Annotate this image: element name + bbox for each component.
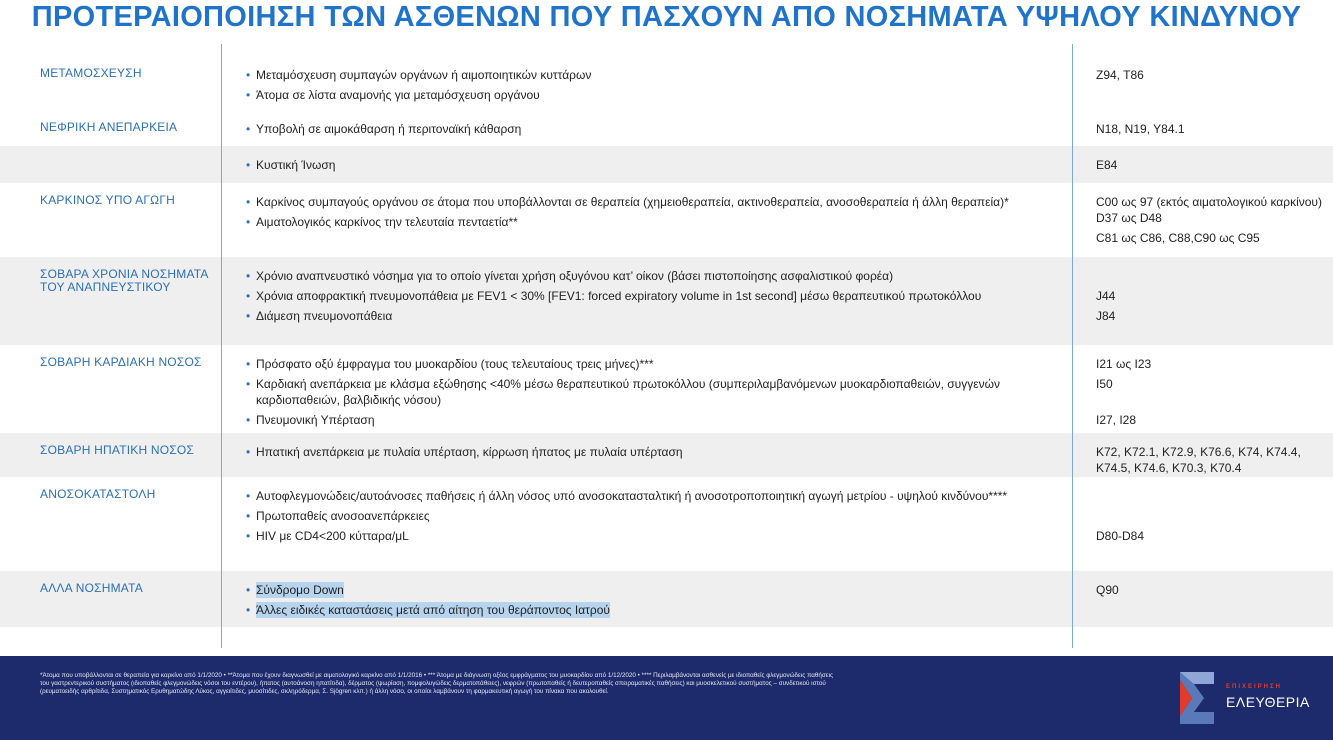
row-items [222,268,1072,338]
list-item [246,508,1032,524]
row-category: ΝΕΦΡΙΚΗ ΑΝΕΠΑΡΚΕΙΑ [40,120,178,134]
item-text: Μεταμόσχευση συμπαγών οργάνων ή αιμοποιητικών κυττάρων [256,68,592,82]
list-item [246,121,1032,137]
icd-code [1096,602,1333,618]
item-text: Κυστική Ίνωση [256,158,336,172]
row-category: ΑΝΟΣΟΚΑΤΑΣΤΟΛΗ [40,487,156,501]
bullet-icon: • [246,529,251,543]
item-text: Αιματολογικός καρκίνος την τελευταία πενταετία** [256,215,518,229]
item-text: Καρδιακή ανεπάρκεια με κλάσμα εξώθησης <40% μέσω θεραπευτικού πρωτοκόλλου (συμπεριλαμβανόμενων μυοκαρδιοπαθειών, συγγενών καρδιοπαθειών, βαλβιδικής νόσου) [256,377,1000,407]
icd-code [1096,268,1333,284]
item-text: Αυτοφλεγμονώδεις/αυτοάνοσες παθήσεις ή άλλη νόσος υπό ανοσοκατασταλτική ή ανοσοτροποποιητική αγωγή μετρίου - υψηλού κινδύνου**** [256,489,1008,503]
row-category: ΑΛΛΑ ΝΟΣΗΜΑΤΑ [40,581,143,595]
row-codes [1072,121,1333,139]
table-row [0,257,1333,345]
row-items [222,582,1072,620]
list-item [246,602,1032,618]
footnote-text: *Άτομα που υποβάλλονται σε θεραπεία για καρκίνο από 1/1/2020 • **Άτομα που έχουν διαγνωσθεί με αιματολογικό καρκίνο από 1/1/2016 • *** Άτομα με διάγνωση οξέος εμφράγματος του μυοκαρδίου από 1/12/2020 • **** Περιλαμβάνονται ασθενείς με ιδιοπαθείς φλεγμονώδεις παθήσεις του γαστρεντερικού συστήματος (ιδιοπαθείς φλεγμονώδεις νόσοι του εντέρου), ήπατος (αυτοάνοση ηπατίτιδα), δέρματος (ψωρίαση, πομφολυγώδεις δερματοπάθειες), νεφρών (πρωτοπαθείς ή δευτεροπαθείς σπειραματικές παθήσεις) και μυοσκελετικού συστήματος – συνδετικού ιστού (ρευματοειδής αρθρίτιδα, Συστηματικός Ερυθηματώδης Λύκος, αγγειίτιδες, μυοσίτιδες, σκληρόδερμα, Σ. Sjögren κλπ.) ή άλλη νόσο, οι οποίοι λαμβάνουν τη φαρμακευτική αγωγή του πίνακα που ακολουθεί. [40,672,834,696]
bullet-icon: • [246,357,251,371]
row-category: ΜΕΤΑΜΟΣΧΕΥΣΗ [40,66,142,80]
list-item [246,582,1032,598]
row-category [0,157,222,176]
list-item [246,444,1032,460]
list-item [246,67,1032,83]
logo-subtitle: ΕΠΙΧΕΙΡΗΣΗ [1226,684,1282,690]
bullet-icon: • [246,489,251,503]
bullet-icon: • [246,215,251,229]
table-row [0,433,1333,477]
row-codes [1072,582,1333,620]
row-category: ΣΟΒΑΡΗ ΚΑΡΔΙΑΚΗ ΝΟΣΟΣ [40,355,202,369]
footer-bar [0,656,1333,740]
table-row [0,146,1333,183]
item-text: Καρκίνος συμπαγούς οργάνου σε άτομα που υποβάλλονται σε θεραπεία (χημειοθεραπεία, ακτινοθεραπεία, ανοσοθεραπεία ή άλλη θεραπεία)* [256,195,1009,209]
bullet-icon: • [246,583,251,597]
bullet-icon: • [246,509,251,523]
list-item [246,214,1032,230]
row-category: ΣΟΒΑΡΑ ΧΡΟΝΙΑ ΝΟΣΗΜΑΤΑ ΤΟΥ ΑΝΑΠΝΕΥΣΤΙΚΟΥ [40,267,208,294]
item-text: Άλλες ειδικές καταστάσεις μετά από αίτηση του θεράποντος Ιατρού [256,603,610,617]
item-text: Άτομα σε λίστα αναμονής για μεταμόσχευση οργάνου [256,88,540,102]
icd-code: K72, K72.1, K72.9, K76.6, K74, K74.4, K74.5, K74.6, K70.3, K70.4 [1096,445,1301,475]
icd-code: N18, N19, Y84.1 [1096,122,1185,136]
bullet-icon: • [246,603,251,617]
icd-code [1096,488,1333,504]
row-codes [1072,444,1333,475]
column-divider-right [1072,44,1073,648]
row-items [222,488,1072,564]
bullet-icon: • [246,88,251,102]
item-text: Πρωτοπαθείς ανοσοανεπάρκειες [256,509,430,523]
table-row [0,110,1333,146]
row-codes [1072,157,1333,176]
page-title: ΠΡΟΤΕΡΑΙΟΠΟΙΗΣΗ ΤΩΝ ΑΣΘΕΝΩΝ ΠΟΥ ΠΑΣΧΟΥΝ ΑΠΟ ΝΟΣΗΜΑΤΑ ΥΨΗΛΟΥ ΚΙΝΔΥΝΟΥ [31,1,1302,33]
priority-table [0,56,1333,627]
bullet-icon: • [246,269,251,283]
sigma-logo-icon [1180,672,1216,724]
bullet-icon: • [246,413,251,427]
table-row [0,477,1333,571]
icd-code: I21 ως I23 [1096,357,1152,371]
row-items [222,356,1072,426]
bullet-icon: • [246,445,251,459]
item-text: Χρόνια αποφρακτική πνευμονοπάθεια με FEV1 < 30% [FEV1: forced expiratory volume in 1st second] μέσω θεραπευτικού πρωτοκόλλου [256,289,982,303]
icd-code: Q90 [1096,583,1119,597]
bullet-icon: • [246,158,251,172]
row-items [222,194,1072,250]
icd-code: I50 [1096,377,1113,391]
item-text: Χρόνιο αναπνευστικό νόσημα για το οποίο γίνεται χρήση οξυγόνου κατ’ οίκον (βάσει πιστοποίησης ασφαλιστικού φορέα) [256,269,894,283]
table-row [0,345,1333,433]
item-text: Υποβολή σε αιμοκάθαρση ή περιτοναϊκή κάθαρση [256,122,522,136]
list-item [246,157,1032,173]
row-items [222,157,1072,176]
bullet-icon: • [246,377,251,391]
list-item [246,488,1032,504]
icd-code [1096,508,1333,524]
bullet-icon: • [246,68,251,82]
item-text: HIV με CD4<200 κύτταρα/μL [256,529,409,543]
icd-code: C00 ως 97 (εκτός αιματολογικού καρκίνου) D37 ως D48 [1096,195,1322,225]
row-codes [1072,194,1333,250]
icd-code [1096,87,1333,103]
row-codes [1072,356,1333,426]
row-items [222,67,1072,103]
icd-code: E84 [1096,158,1118,172]
bullet-icon: • [246,309,251,323]
icd-code: Z94, T86 [1096,68,1144,82]
list-item [246,194,1032,210]
table-row [0,571,1333,627]
bullet-icon: • [246,122,251,136]
icd-code: C81 ως C86, C88,C90 ως C95 [1096,231,1260,245]
eleftheria-logo [1180,670,1320,730]
icd-code: J84 [1096,309,1116,323]
icd-code: D80-D84 [1096,529,1145,543]
row-codes [1072,488,1333,564]
item-text: Διάμεση πνευμονοπάθεια [256,309,393,323]
row-codes [1072,268,1333,338]
table-row [0,56,1333,110]
bullet-icon: • [246,289,251,303]
item-text: Πνευμονική Υπέρταση [256,413,375,427]
bullet-icon: • [246,195,251,209]
item-text: Σύνδρομο Down [256,583,344,597]
table-row [0,183,1333,257]
item-text: Ηπατική ανεπάρκεια με πυλαία υπέρταση, κίρρωση ήπατος με πυλαία υπέρταση [256,445,683,459]
row-items [222,121,1072,139]
list-item [246,288,1032,304]
logo-title: ΕΛΕΥΘΕΡΙΑ [1226,694,1310,710]
list-item [246,412,1032,428]
row-items [222,444,1072,470]
row-category: ΣΟΒΑΡΗ ΗΠΑΤΙΚΗ ΝΟΣΟΣ [40,443,195,457]
list-item [246,87,1032,103]
icd-code: I27, I28 [1096,413,1137,427]
list-item [246,528,1032,544]
icd-code: J44 [1096,289,1116,303]
list-item [246,376,1032,408]
list-item [246,308,1032,324]
column-divider-left [221,44,222,648]
list-item [246,268,1032,284]
item-text: Πρόσφατο οξύ έμφραγμα του μυοκαρδίου (τους τελευταίους τρεις μήνες)*** [256,357,654,371]
row-category: ΚΑΡΚΙΝΟΣ ΥΠΟ ΑΓΩΓΗ [40,193,176,207]
list-item [246,356,1032,372]
row-codes [1072,67,1333,103]
